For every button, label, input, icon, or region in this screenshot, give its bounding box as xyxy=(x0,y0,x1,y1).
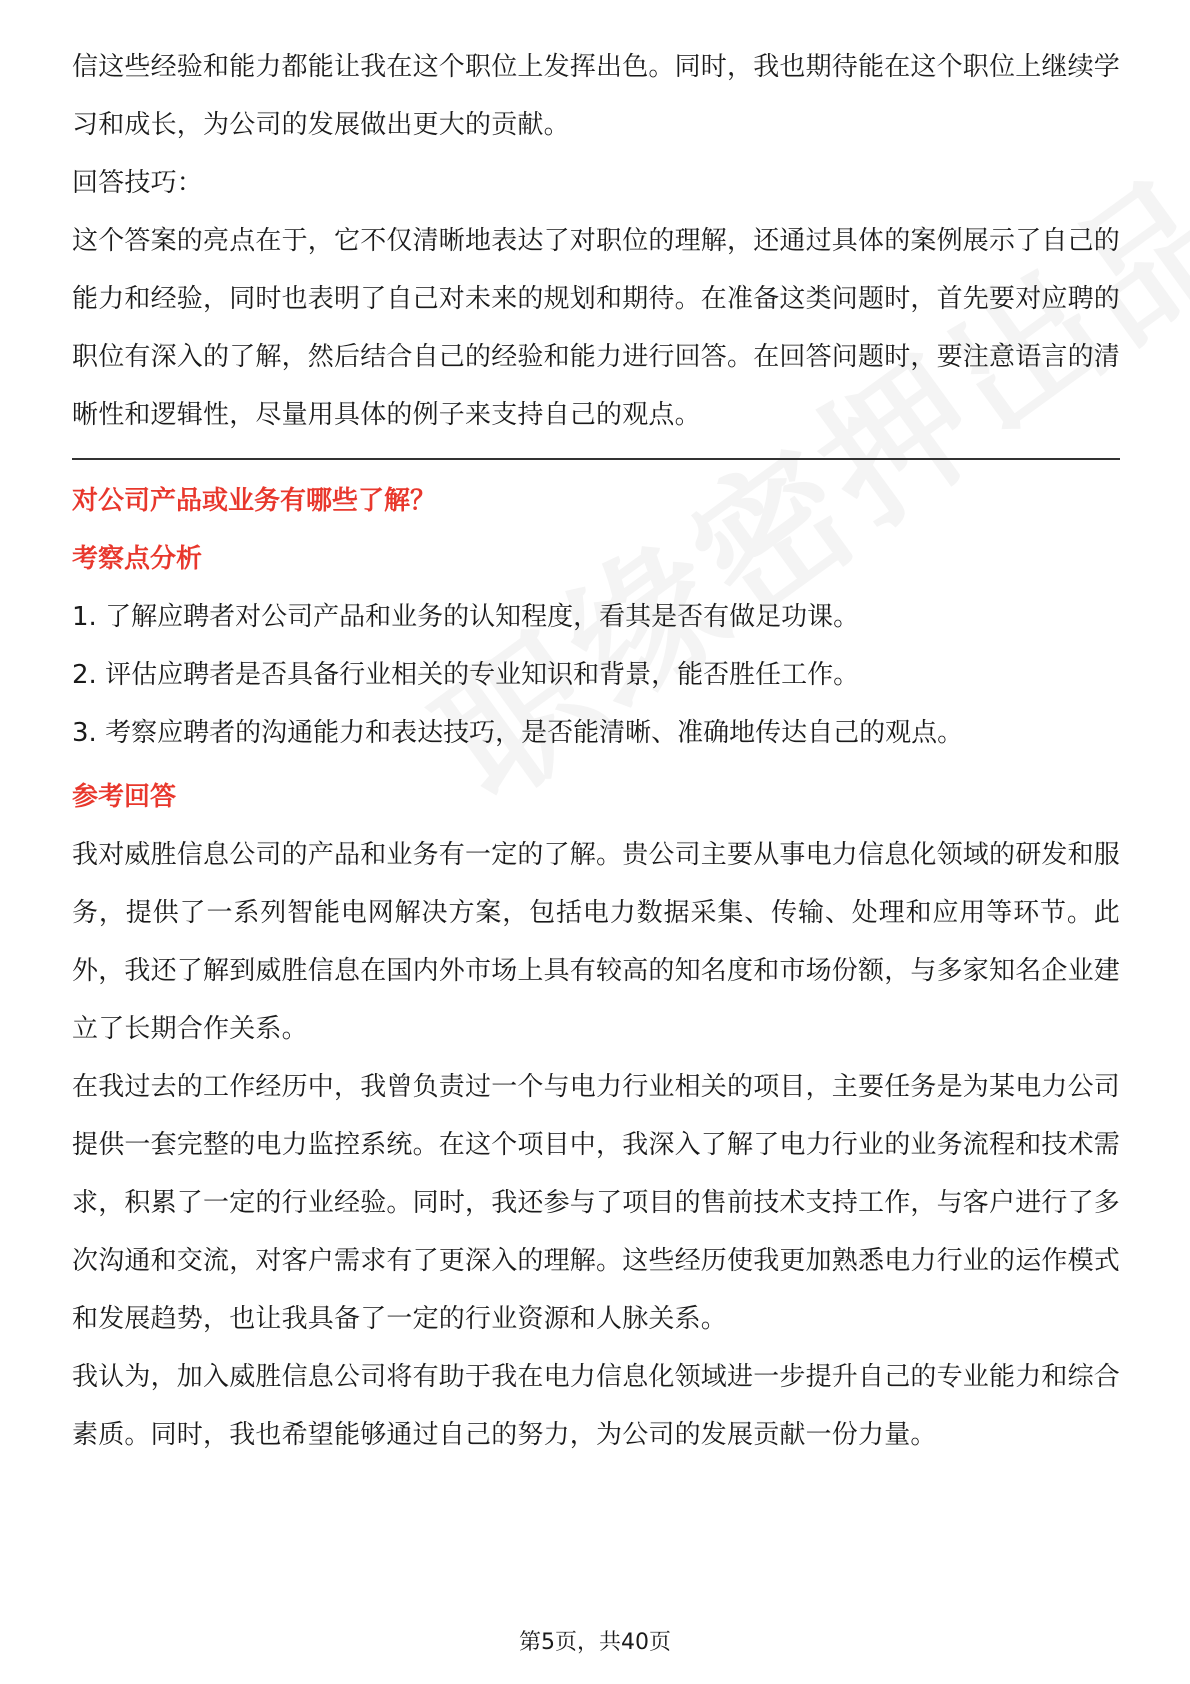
answer-paragraph: 在我过去的工作经历中，我曾负责过一个与电力行业相关的项目，主要任务是为某电力公司提供一套完整的电力监控系统。在这个项目中，我深入了解了电力行业的业务流程和技术需求，积累了一定的行业经验。同时，我还参与了项目的售前技术支持工作，与客户进行了多次沟通和交流，对客户需求有了更深入的理解。这些经历使我更加熟悉电力行业的运作模式和发展趋势，也让我具备了一定的行业资源和人脉关系。 xyxy=(72,1072,1121,1334)
answer-heading: 参考回答 xyxy=(72,782,177,812)
paragraph-continued: 信这些经验和能力都能让我在这个职位上发挥出色。同时，我也期待能在这个职位上继续学习和成长，为公司的发展做出更大的贡献。 xyxy=(72,52,1121,140)
analysis-heading: 考察点分析 xyxy=(72,544,203,574)
section-divider xyxy=(72,458,1120,460)
question-title: 对公司产品或业务有哪些了解？ xyxy=(72,486,437,516)
document-page xyxy=(72,38,1120,1464)
page-number: 第5页，共40页 xyxy=(519,1630,671,1655)
analysis-point: 1. 了解应聘者对公司产品和业务的认知程度，看其是否有做足功课。 xyxy=(72,602,860,632)
answer-tips-text: 这个答案的亮点在于，它不仅清晰地表达了对职位的理解，还通过具体的案例展示了自己的能力和经验，同时也表明了自己对未来的规划和期待。在准备这类问题时，首先要对应聘的职位有深入的了解，然后结合自己的经验和能力进行回答。在回答问题时，要注意语言的清晰性和逻辑性，尽量用具体的例子来支持自己的观点。 xyxy=(72,226,1121,430)
analysis-point: 3. 考察应聘者的沟通能力和表达技巧，是否能清晰、准确地传达自己的观点。 xyxy=(72,718,964,748)
answer-tips-label: 回答技巧： xyxy=(72,168,204,198)
analysis-point: 2. 评估应聘者是否具备行业相关的专业知识和背景，能否胜任工作。 xyxy=(72,660,860,690)
analysis-list xyxy=(72,588,1120,762)
answer-paragraph: 我对威胜信息公司的产品和业务有一定的了解。贵公司主要从事电力信息化领域的研发和服务，提供了一系列智能电网解决方案，包括电力数据采集、传输、处理和应用等环节。此外，我还了解到威胜信息在国内外市场上具有较高的知名度和市场份额，与多家知名企业建立了长期合作关系。 xyxy=(72,840,1121,1044)
answer-paragraph: 我认为，加入威胜信息公司将有助于我在电力信息化领域进一步提升自己的专业能力和综合素质。同时，我也希望能够通过自己的努力，为公司的发展贡献一份力量。 xyxy=(72,1362,1121,1450)
